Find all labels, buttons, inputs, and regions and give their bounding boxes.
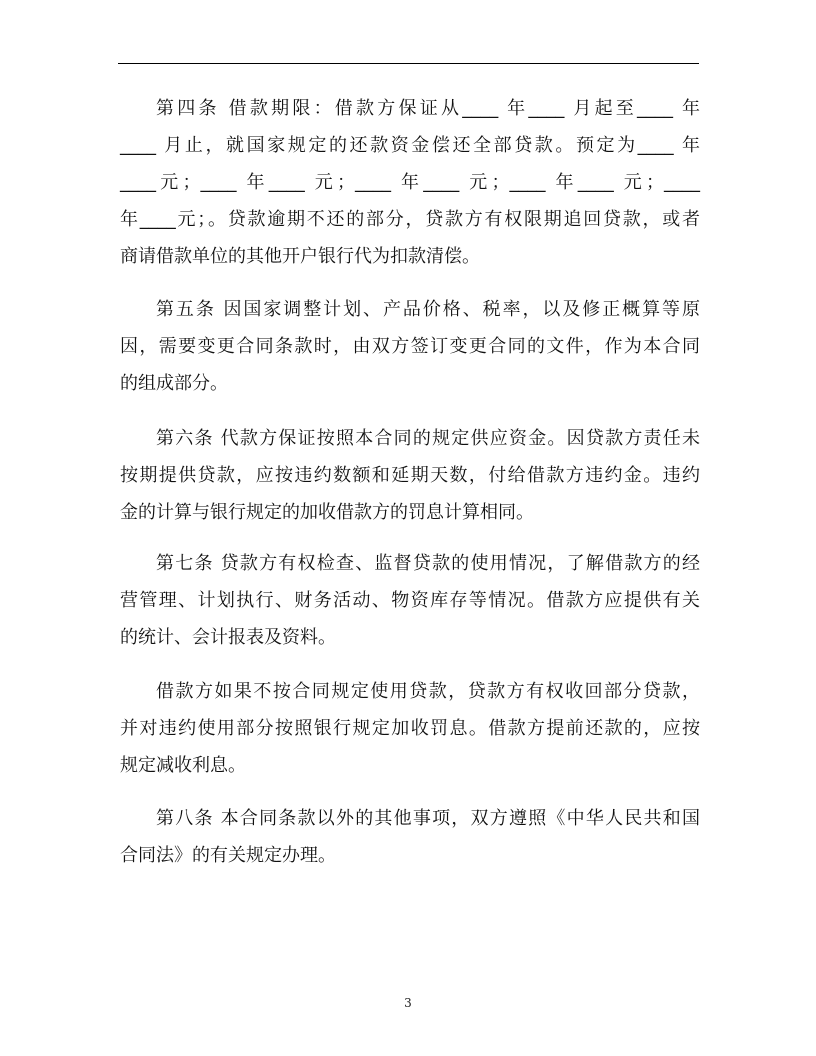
paragraph-line: 的组成部分。 [120,373,228,394]
paragraph-article-4 [120,90,700,275]
paragraph-line: 年____元；。贷款逾期不还的部分，贷款方有权限期追回贷款，或者 [120,209,700,230]
paragraph-line: 借款方如果不按合同规定使用贷款，贷款方有权收回部分贷款， [156,681,700,702]
paragraph-article-5 [120,291,700,402]
paragraph-line: 第四条 借款期限：借款方保证从____ 年____ 月起至____ 年 [156,98,700,119]
paragraph-line: 的统计、会计报表及资料。 [120,627,336,648]
paragraph-line: 规定减收利息。 [120,755,246,776]
paragraph-line: 商请借款单位的其他开户银行代为扣款清偿。 [120,246,480,267]
paragraph-article-6 [120,420,700,531]
paragraph-line: 营管理、计划执行、财务活动、物资库存等情况。借款方应提供有关 [120,590,700,611]
paragraph-line: 按期提供贷款，应按违约数额和延期天数，付给借款方违约金。违约 [120,465,700,486]
paragraph-article-7 [120,545,700,656]
paragraph-line: 第八条 本合同条款以外的其他事项，双方遵照《中华人民共和国 [156,808,700,829]
paragraph-line: 因，需要变更合同条款时，由双方签订变更合同的文件，作为本合同 [120,336,700,357]
paragraph-line: 并对违约使用部分按照银行规定加收罚息。借款方提前还款的，应按 [120,718,700,739]
paragraph-article-8 [120,800,700,874]
paragraph-line: ____元；____ 年____ 元；____ 年____ 元；____ 年____ 元；____ [120,172,700,193]
paragraph-line: 第七条 贷款方有权检查、监督贷款的使用情况，了解借款方的经 [156,553,700,574]
page-number: 3 [404,996,412,1010]
paragraph-line: 金的计算与银行规定的加收借款方的罚息计算相同。 [120,502,534,523]
paragraph-line: 第五条 因国家调整计划、产品价格、税率，以及修正概算等原 [156,299,700,320]
paragraph-line: 合同法》的有关规定办理。 [120,845,336,866]
paragraph-article-7-supplement [120,673,700,784]
paragraph-line: 第六条 代款方保证按照本合同的规定供应资金。因贷款方责任未 [156,428,700,449]
header-rule [118,63,699,64]
paragraph-line: ____ 月止，就国家规定的还款资金偿还全部贷款。预定为____ 年 [120,135,700,156]
